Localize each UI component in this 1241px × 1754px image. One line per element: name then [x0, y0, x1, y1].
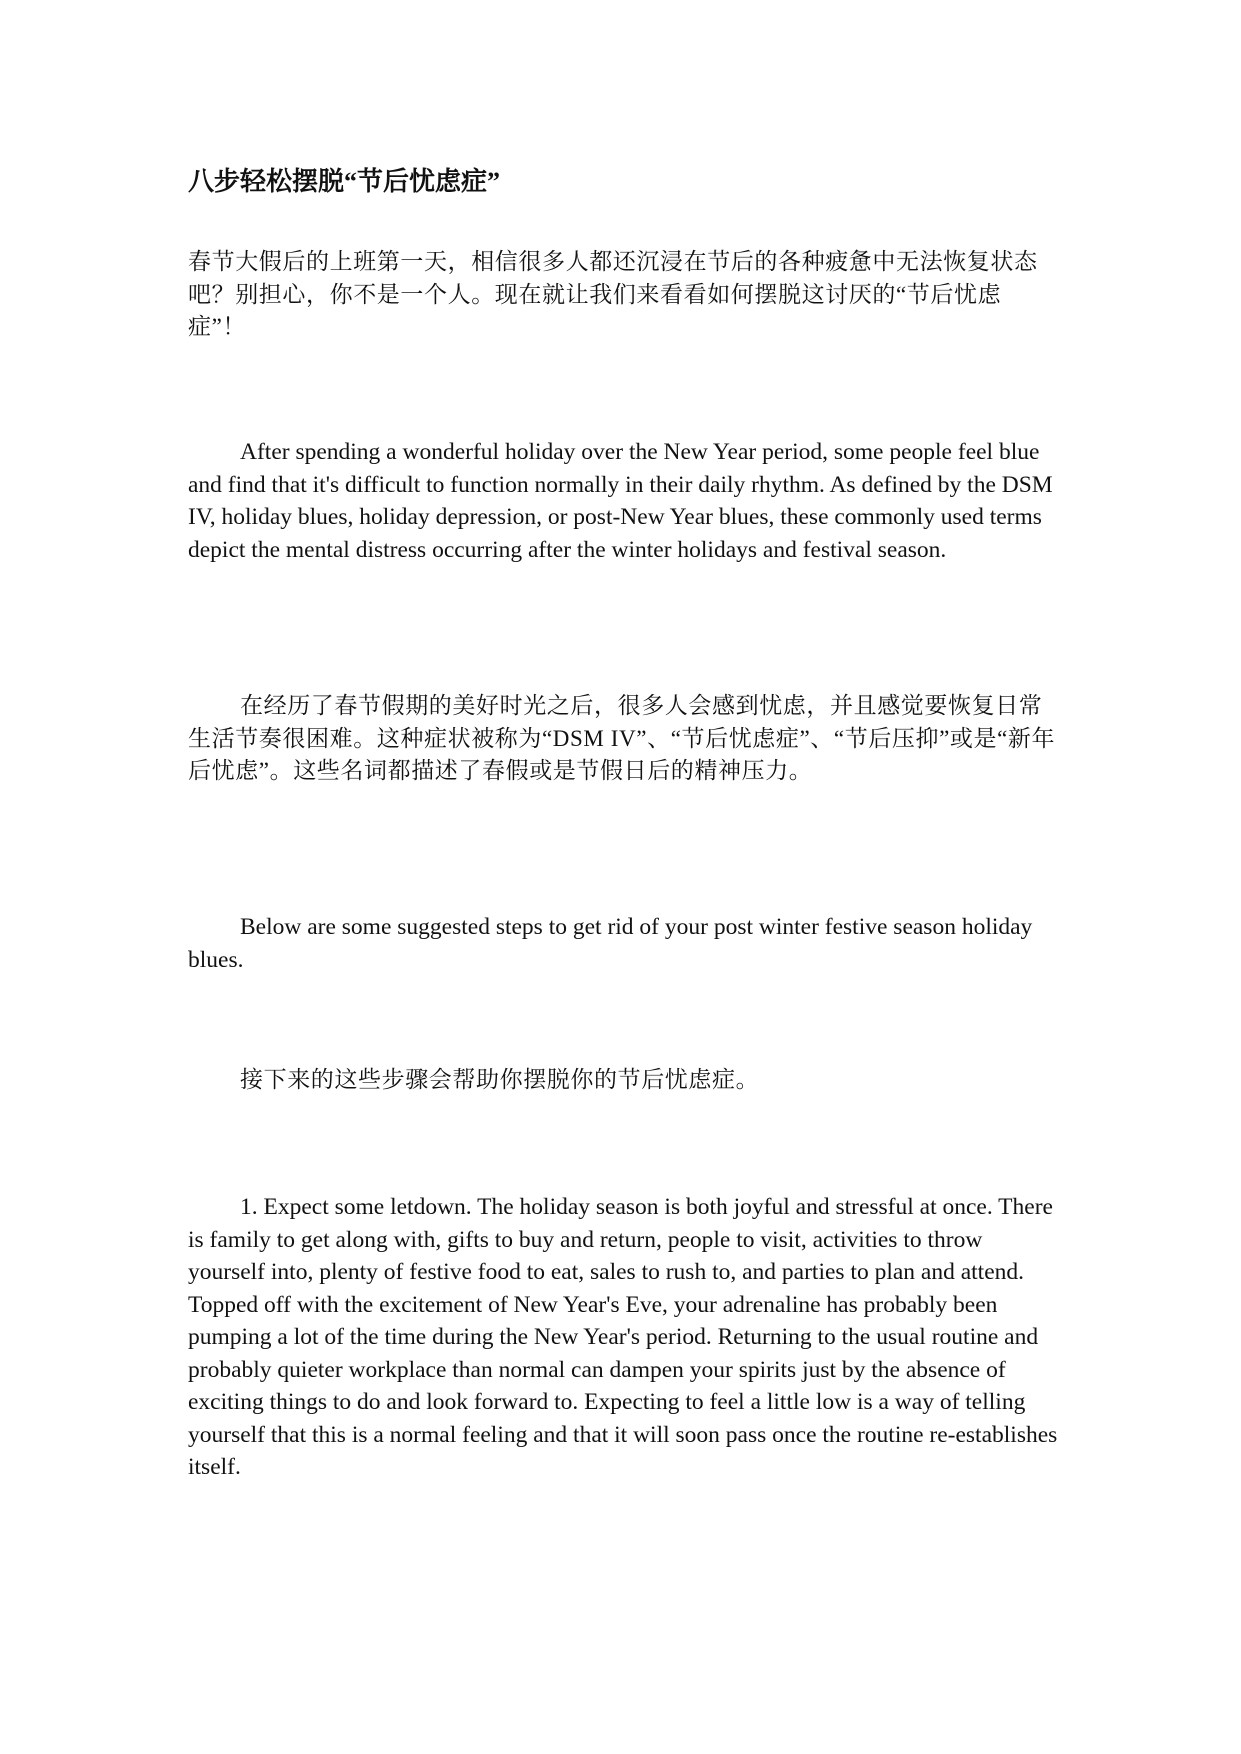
document-title: 八步轻松摆脱“节后忧虑症” — [188, 167, 501, 196]
paragraph-intro-zh: 春节大假后的上班第一天，相信很多人都还沉浸在节后的各种疲惫中无法恢复状态吧？别担心，你不是一个人。现在就让我们来看看如何摆脱这讨厌的“节后忧虑症”！ — [188, 249, 1038, 339]
paragraph-steps-intro-en: Below are some suggested steps to get rid of your post winter festive season holiday blues. — [188, 914, 1033, 973]
paragraph-step-1-en: 1. Expect some letdown. The holiday season is both joyful and stressful at once. There is family to get along with, gifts to buy and return, people to visit, activities to throw yourself into, plenty of festive food to eat, sales to rush to, and parties to plan and attend. Topped off with the excitement of New Year's Eve, your adrenaline has probably been pumping a lot of the time during the New Year's period. Returning to the usual routine and probably quieter workplace than normal can dampen your spirits just by the absence of exciting things to do and look forward to. Expecting to feel a little low is a way of telling yourself that this is a normal feeling and that it will soon pass once the routine re-establishes itself. — [188, 1194, 1058, 1480]
paragraph-holiday-blues-en: After spending a wonderful holiday over the New Year period, some people feel blue and find that it's difficult to function normally in their daily rhythm. As defined by the DSM IV, holiday blues, holiday depression, or post-New Year blues, these commonly used terms depict the mental distress occurring after the winter holidays and festival season. — [188, 439, 1053, 563]
paragraph-holiday-blues-zh: 在经历了春节假期的美好时光之后，很多人会感到忧虑，并且感觉要恢复日常生活节奏很困难。这种症状被称为“DSM IV”、“节后忧虑症”、“节后压抑”或是“新年后忧虑”。这些名词都描述了春假或是节假日后的精神压力。 — [188, 693, 1056, 783]
paragraph-steps-intro-zh: 接下来的这些步骤会帮助你摆脱你的节后忧虑症。 — [240, 1067, 760, 1092]
